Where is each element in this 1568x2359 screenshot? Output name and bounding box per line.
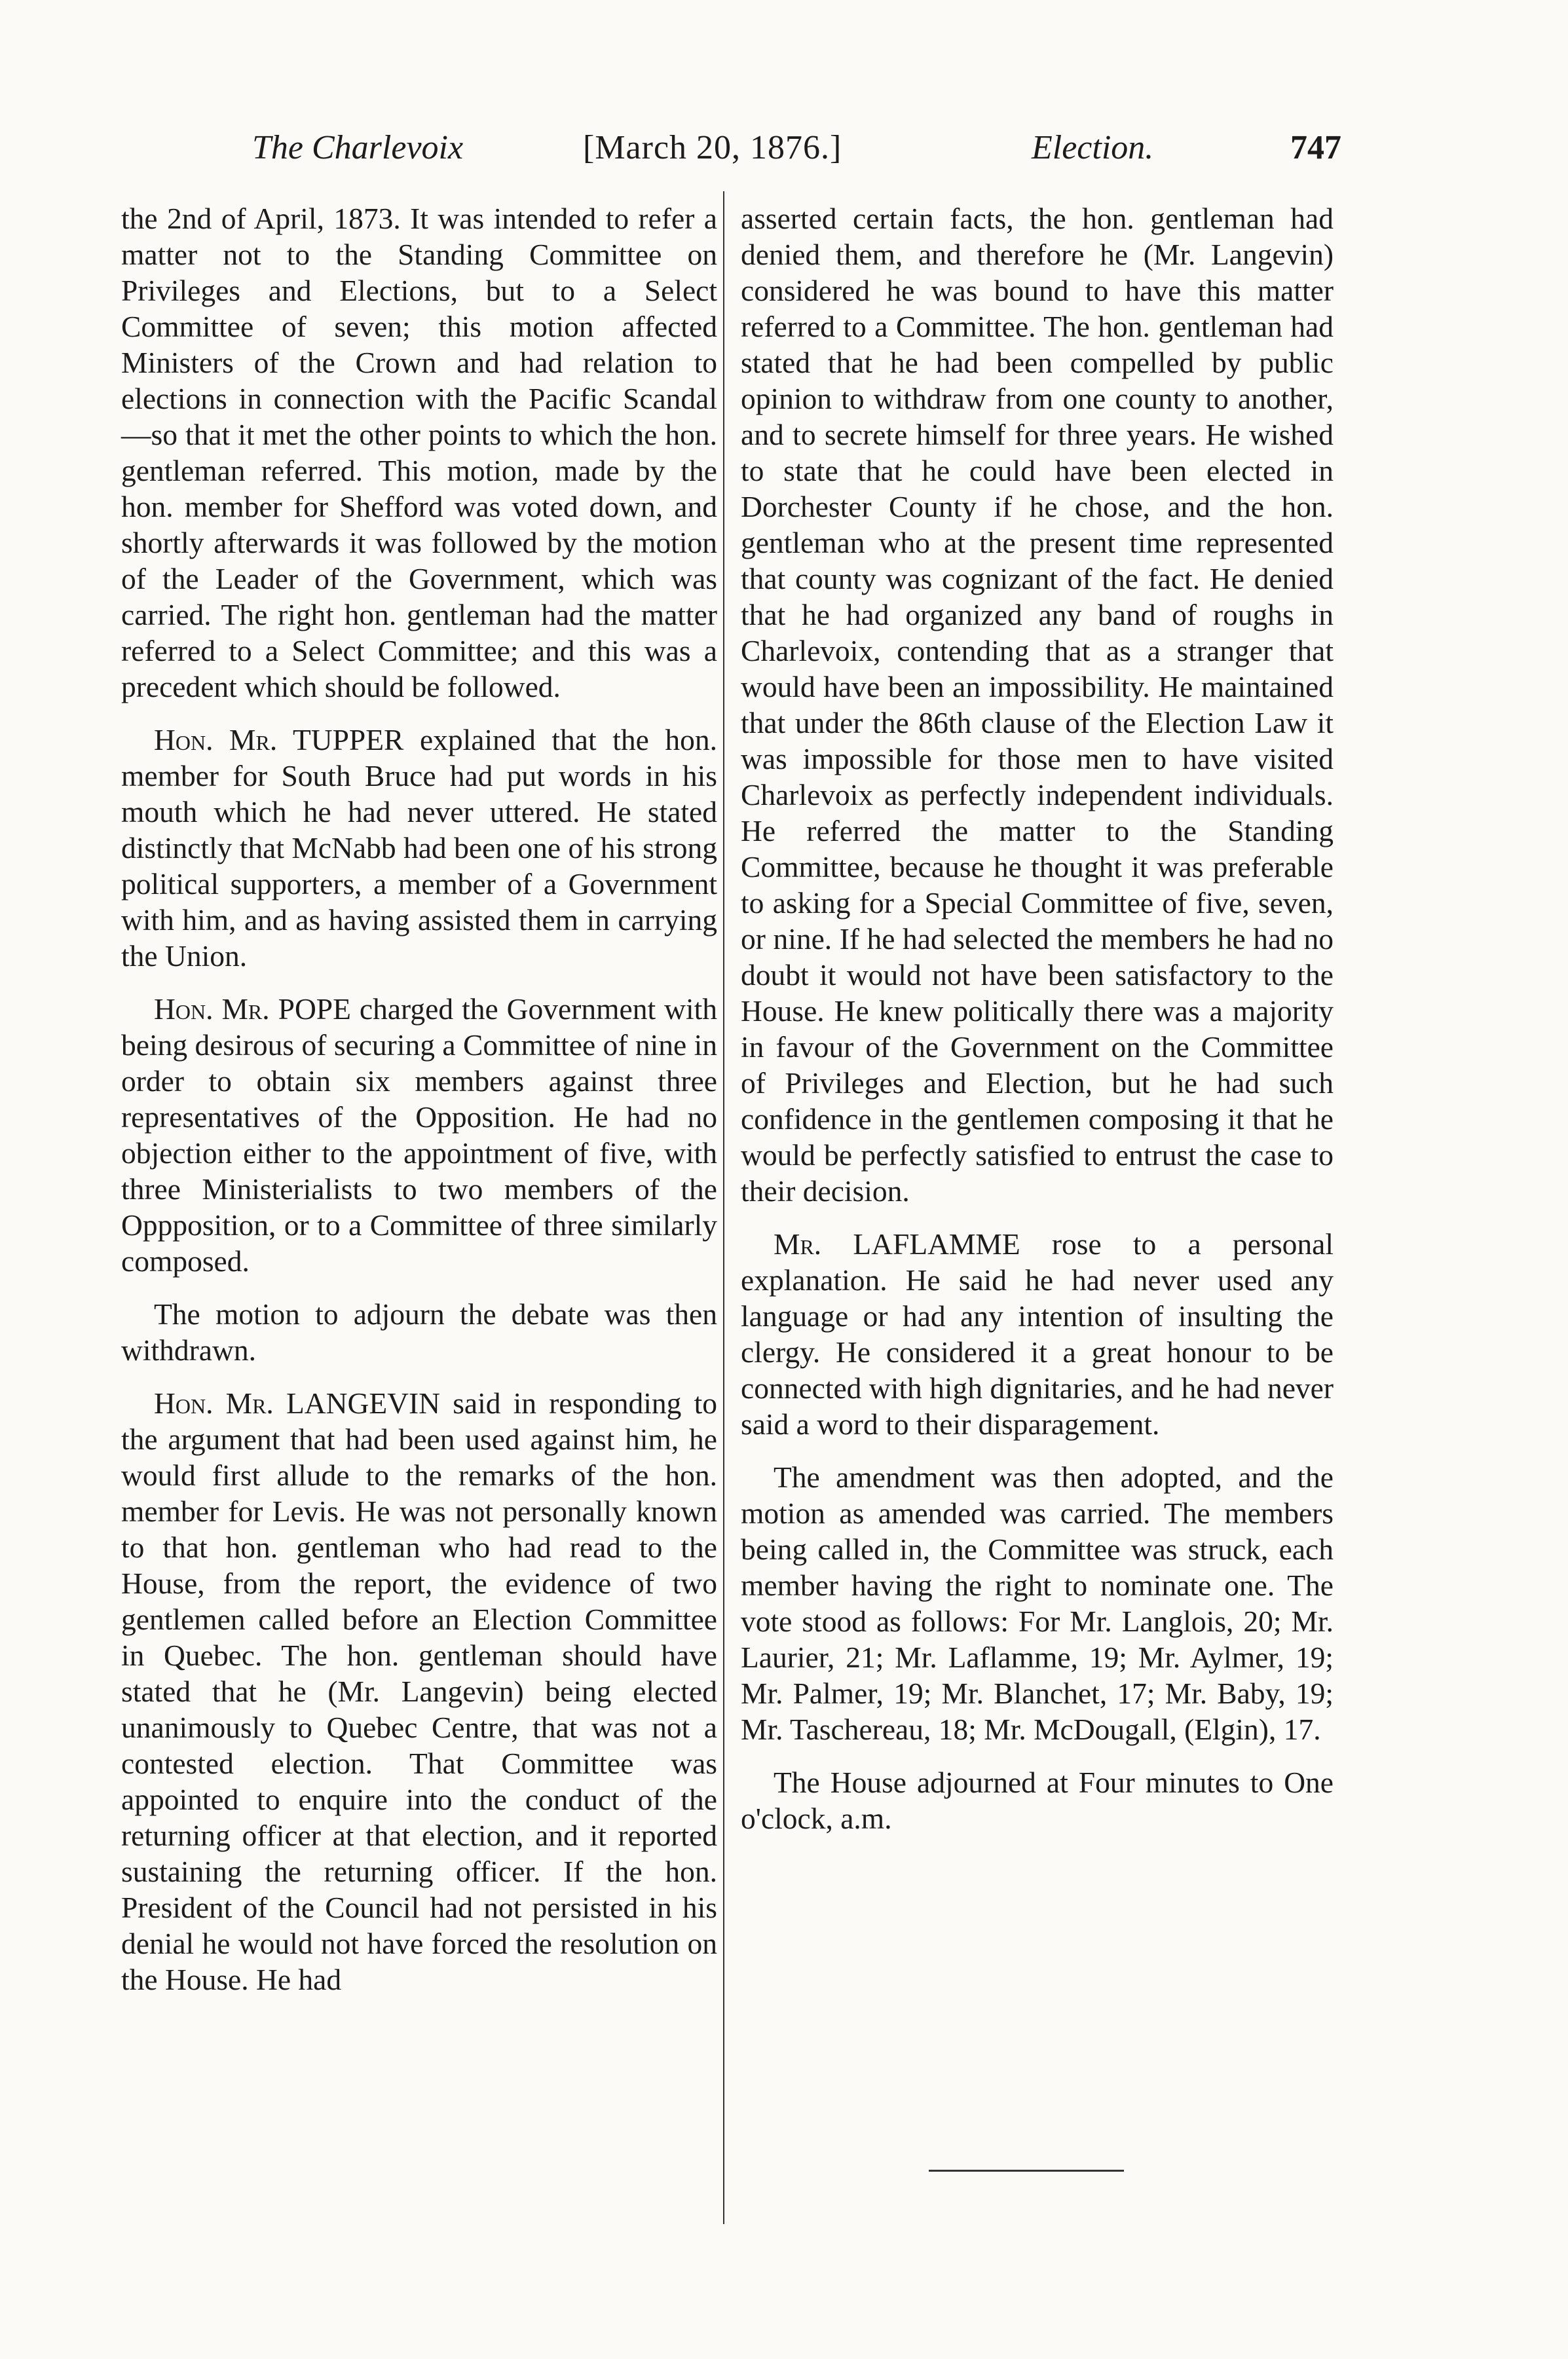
page-header bbox=[0, 0, 1568, 196]
paragraph-text: rose to a personal explanation. He said he had never used any language or had any intention of insulting the clergy. He considered it a great honour to be connected with high dignitaries, and he had never said a word to their disparagement. bbox=[741, 1227, 1334, 1441]
paragraph bbox=[121, 200, 717, 705]
paragraph bbox=[741, 200, 1334, 1209]
page-number: 747 bbox=[1290, 129, 1341, 166]
paragraph bbox=[741, 1226, 1334, 1442]
paragraph bbox=[741, 1459, 1334, 1747]
paragraph-text: The motion to adjourn the debate was then withdrawn. bbox=[121, 1297, 717, 1367]
paragraph-text: explained that the hon. member for South Bruce had put words in his mouth which he had never uttered. He stated distinctly that McNabb had been one of his strong political supporters, a member of a Government with him, and as having assisted them in carrying the Union. bbox=[121, 723, 717, 973]
paragraph-text: asserted certain facts, the hon. gentleman had denied them, and therefore he (Mr. Langevin) considered he was bound to have this matter referred to a Committee. The hon. gentleman had stated that he had been compelled by public opinion to withdraw from one county to another, and to secrete himself for three years. He wished to state that he could have been elected in Dorchester County if he chose, and the hon. gentleman who at the present time represented that county was cognizant of the fact. He denied that he had organized any band of roughs in Charlevoix, contending that as a stranger that would have been an impossibility. He maintained that under the 86th clause of the Election Law it was impossible for those men to have visited Charlevoix as perfectly independent individuals. He referred the matter to the Standing Committee, because he thought it was preferable to asking for a Special Committee of five, seven, or nine. If he had selected the members he had no doubt it would not have been satisfactory to the House. He knew politically there was a majority in favour of the Government on the Committee of Privileges and Election, but he had such confidence in the gentlemen composing it that he would be perfectly satisfied to entrust the case to their decision. bbox=[741, 202, 1334, 1208]
paragraph-text: The House adjourned at Four minutes to One o'clock, a.m. bbox=[741, 1766, 1334, 1835]
end-rule bbox=[929, 2170, 1124, 2172]
paragraph bbox=[121, 991, 717, 1279]
paragraph bbox=[121, 1296, 717, 1368]
paragraph bbox=[121, 722, 717, 974]
left-column bbox=[121, 200, 717, 2015]
speaker-name: Hon. Mr. LANGEVIN bbox=[154, 1386, 441, 1420]
column-divider bbox=[723, 191, 724, 2224]
paragraph bbox=[741, 1764, 1334, 1836]
speaker-name: Mr. LAFLAMME bbox=[774, 1227, 1020, 1261]
paragraph bbox=[121, 1385, 717, 1997]
sitting-date: [March 20, 1876.] bbox=[583, 129, 842, 166]
paragraph-text: said in responding to the argument that had been used against him, he would first allude to the remarks of the hon. member for Levis. He was not personally known to that hon. gentleman who had read to the House, from the report, the evidence of two gentlemen called before an Election Committee in Quebec. The hon. gentleman should have stated that he (Mr. Langevin) being elected unanimously to Quebec Centre, that was not a contested election. That Committee was appointed to enquire into the conduct of the returning officer at that election, and it reported sustaining the returning officer. If the hon. President of the Council had not persisted in his denial he would not have forced the resolution on the House. He had bbox=[121, 1386, 717, 1996]
paragraph-text: The amendment was then adopted, and the motion as amended was carried. The members being called in, the Committee was struck, each member having the right to nominate one. The vote stood as follows: For Mr. Langlois, 20; Mr. Laurier, 21; Mr. Laflamme, 19; Mr. Aylmer, 19; Mr. Palmer, 19; Mr. Blanchet, 17; Mr. Baby, 19; Mr. Taschereau, 18; Mr. McDougall, (Elgin), 17. bbox=[741, 1460, 1334, 1746]
right-column bbox=[741, 200, 1334, 1853]
speaker-name: Hon. Mr. TUPPER bbox=[154, 723, 404, 756]
running-title: The Charlevoix bbox=[252, 129, 464, 166]
speaker-name: Hon. Mr. POPE bbox=[154, 992, 351, 1026]
paragraph-text: charged the Government with being desirous of securing a Committee of nine in order to obtain six members against three representatives of the Opposition. He had no objection either to the appointment of five, with three Ministerialists to two members of the Oppposition, or to a Committee of three similarly composed. bbox=[121, 992, 718, 1278]
paragraph-text: the 2nd of April, 1873. It was intended to refer a matter not to the Standing Committee on Privileges and Elections, but to a Select Committee of seven; this motion affected Ministers of the Crown and had relation to elections in connection with the Pacific Scandal—so that it met the other points to which the hon. gentleman referred. This motion, made by the hon. member for Shefford was voted down, and shortly afterwards it was followed by the motion of the Leader of the Government, which was carried. The right hon. gentleman had the matter referred to a Select Committee; and this was a precedent which should be followed. bbox=[121, 202, 717, 703]
running-topic: Election. bbox=[1032, 129, 1154, 166]
